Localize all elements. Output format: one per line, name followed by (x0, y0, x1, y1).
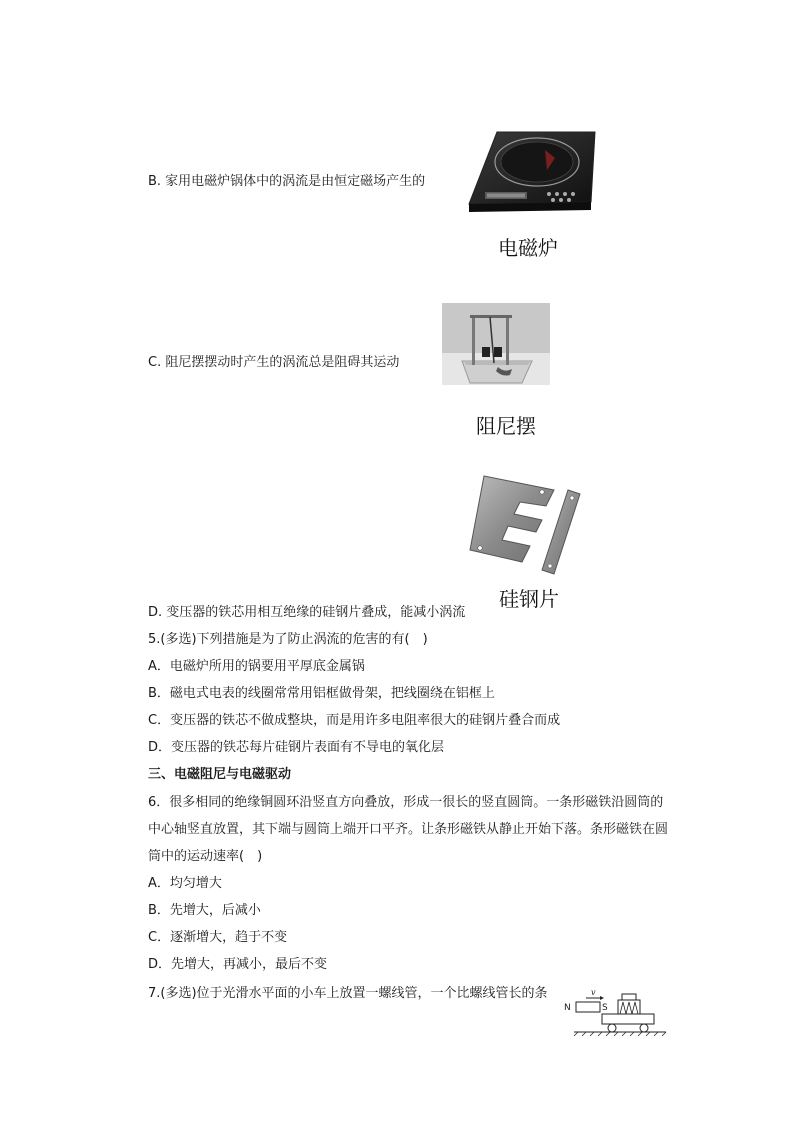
label-n: N (564, 1003, 571, 1013)
cart-wheel-left (608, 1024, 616, 1032)
caption-induction-cooker: 电磁炉 (498, 236, 558, 260)
question-6-option-d: D．先增大，再减小，最后不变 (148, 957, 328, 972)
label-v: v (591, 988, 596, 997)
silicon-steel-image (468, 470, 590, 580)
question-6-stem-line-2: 中心轴竖直放置，其下端与圆筒上端开口平齐。让条形磁铁从静止开始下落。条形磁铁在圆 (148, 822, 669, 837)
section-3-title: 三、电磁阻尼与电磁驱动 (148, 767, 292, 782)
question-6-stem-line-3: 筒中的运动速率( ) (148, 849, 263, 864)
cart (602, 1014, 654, 1024)
solenoid (618, 994, 640, 1014)
question-5-option-b: B．磁电式电表的线圈常常用铝框做骨架，把线圈绕在铝框上 (148, 686, 495, 701)
induction-cooker-image (467, 128, 597, 220)
question-5-stem: 5.(多选)下列措施是为了防止涡流的危害的有( ) (148, 632, 428, 647)
option-b: B. 家用电磁炉锅体中的涡流是由恒定磁场产生的 (148, 174, 426, 189)
caption-silicon-steel: 硅钢片 (499, 587, 559, 611)
option-c: C. 阻尼摆摆动时产生的涡流总是阻碍其运动 (148, 355, 400, 370)
question-5-option-c: C．变压器的铁芯不做成整块，而是用许多电阻率很大的硅钢片叠合而成 (148, 713, 561, 728)
cart-wheel-right (640, 1024, 648, 1032)
question-6-option-c: C．逐渐增大，趋于不变 (148, 930, 288, 945)
question-7-figure (560, 988, 670, 1040)
question-5-option-d: D．变压器的铁芯每片硅钢片表面有不导电的氧化层 (148, 740, 445, 755)
caption-damping-pendulum: 阻尼摆 (476, 414, 536, 438)
damping-pendulum-image (442, 303, 550, 385)
question-6-option-a: A．均匀增大 (148, 876, 222, 891)
question-5-option-a: A．电磁炉所用的锅要用平厚底金属锅 (148, 659, 365, 674)
question-6-stem-line-1: 6．很多相同的绝缘铜圆环沿竖直方向叠放，形成一很长的竖直圆筒。一条形磁铁沿圆筒的 (148, 795, 664, 810)
question-6-option-b: B．先增大，后减小 (148, 903, 261, 918)
velocity-arrow (586, 988, 604, 1000)
label-s: S (602, 1003, 608, 1013)
question-7-stem: 7.(多选)位于光滑水平面的小车上放置一螺线管，一个比螺线管长的条 (148, 986, 548, 1001)
bar-magnet (576, 1002, 600, 1012)
option-d: D. 变压器的铁芯用相互绝缘的硅钢片叠成，能减小涡流 (148, 605, 466, 620)
